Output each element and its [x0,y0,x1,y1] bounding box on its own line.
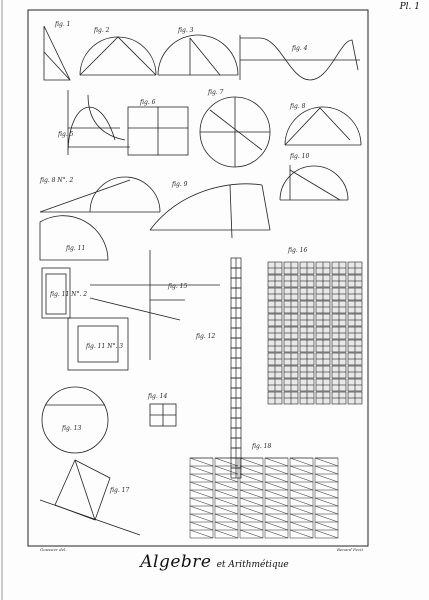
figure-label: fig. 8 [290,103,306,110]
figure-label: fig. 17 [110,487,130,494]
figure-5 [68,90,130,155]
figure-label: fig. 15 [168,283,188,290]
figure-label: fig. 9 [172,181,188,188]
figure-label: fig. 11 [66,245,86,252]
figure-3 [158,35,238,75]
figure-label: fig. 13 [62,425,82,432]
plate-number: Pl. 1 [399,2,420,12]
figure-labels [39,21,309,494]
figure-2 [80,37,156,75]
figure-label: fig. 2 [94,27,110,34]
figure-label: fig. 10 [290,153,310,160]
figure-label: fig. 3 [178,27,194,34]
figure-17 [40,460,140,535]
figure-label: fig. 16 [288,247,308,254]
figure-label: fig. 7 [208,89,224,96]
figure-9 [150,184,270,238]
engraver-credit-right: Benard Fecit [337,547,364,552]
figure-label: fig. 5 [58,131,74,138]
plate-title-main: Algebre [140,552,212,572]
figure-8 [285,107,361,145]
figure-label: fig. 4 [292,45,308,52]
figure-14 [150,404,176,426]
figure-label: fig. 6 [140,99,156,106]
figure-4 [240,35,360,80]
plate-title [0,552,429,572]
figure-1 [44,26,70,80]
figure-label: fig. 1 [55,21,71,28]
figure-7 [200,97,270,167]
figure-16 [268,262,362,404]
figure-18 [190,458,338,538]
figure-11 [40,216,108,260]
figure-label: fig. 12 [196,333,216,340]
figure-label: fig. 11 N°. 3 [86,343,124,350]
figure-10 [280,165,348,200]
engraver-credit-left: Goussier del. [40,547,67,552]
figure-6 [128,107,188,155]
figure-13 [42,387,108,453]
figure-label: fig. 18 [252,443,272,450]
plate-title-sub: et Arithmétique [216,560,289,570]
figure-15 [231,258,241,478]
figure-label: fig. 11 N°. 2 [50,291,88,298]
figure-label: fig. 8 N°. 2 [40,177,74,184]
figure-label: fig. 14 [148,393,168,400]
